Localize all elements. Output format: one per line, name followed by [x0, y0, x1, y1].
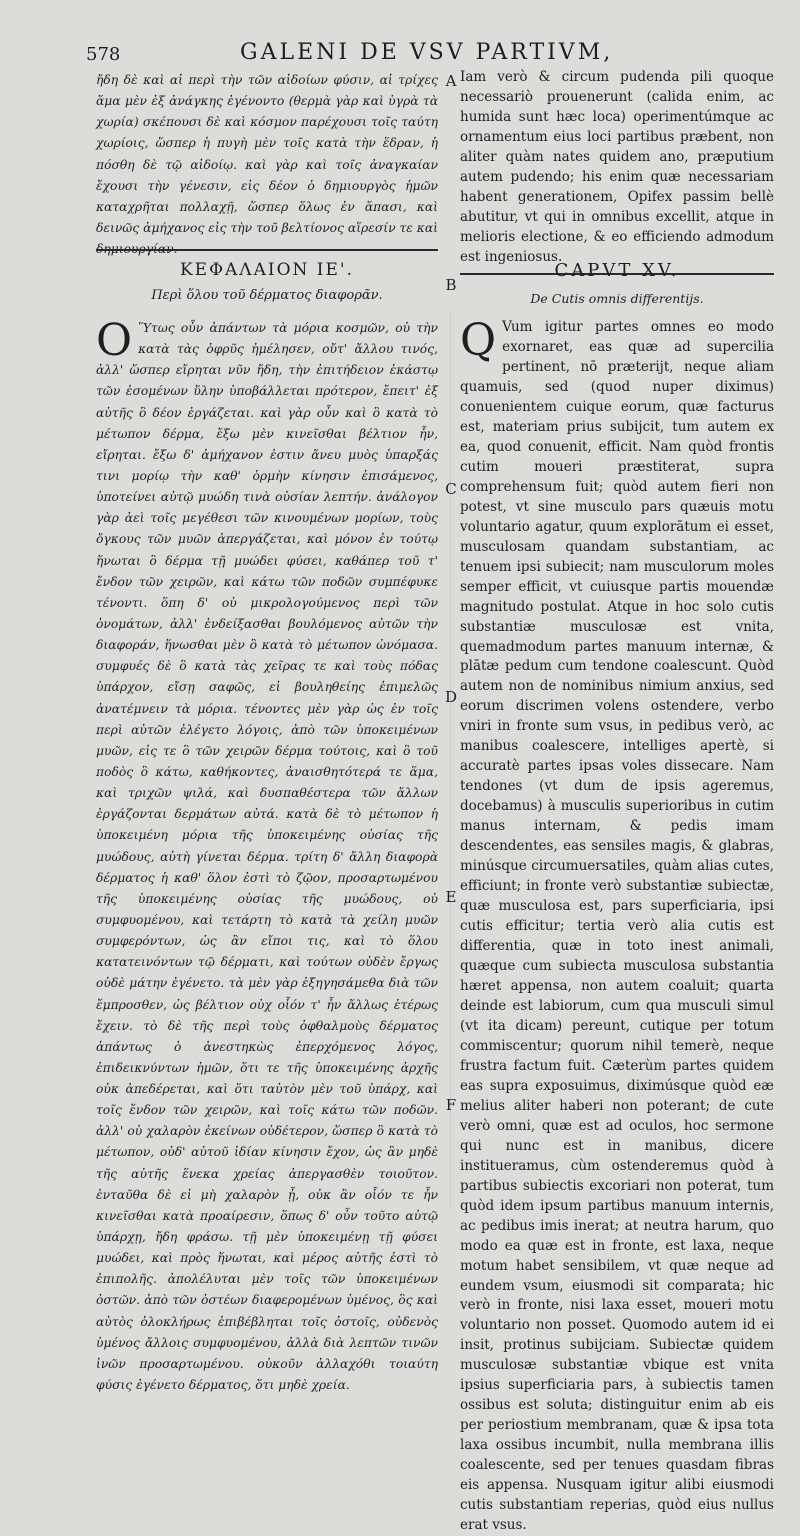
- latin-body-column: [460, 315, 774, 1534]
- margin-letter-c: C: [445, 480, 457, 498]
- latin-drop-initial: Q: [460, 315, 497, 366]
- greek-chapter-title: ΚΕΦΑΛΑΙΟΝ ΙΕ'.: [179, 260, 354, 280]
- column-gutter: [450, 310, 451, 1210]
- latin-chapter-subtitle: De Cutis omnis differentijs.: [530, 291, 704, 306]
- latin-body-text: Vum igitur partes omnes eo modo exornaret, eas quæ ad supercilia pertinent, nō præterijt, neque aliam quamuis, sed (quod nuper diximus) conuenientem cuique eorum, quæ facturus est, materiam prius subijcit, tum autem ex ea, quod conuenit, efficit. Nam quòd frontis cutim moueri præstiterat, supra comprehensum fuit; quòd autem fieri non potest, vt sine musculo pars quæuis motu voluntario agatur, quum explorātum ei esset, musculosam quandam substantiam, ac tenuem ipsi subiecit; nam musculorum moles semper efficit, vt cuiusque partis mouendæ magnitudo postulat. Atque in hoc solo cutis substantiæ musculosæ est vnita, quemadmodum partes manuum internæ, & plātæ pedum cum tendone coalescunt. Quòd autem non de nominibus nimium anxius, sed eorum discrimen volens ostendere, verbo vniri in fronte sum vsus, in pedibus verò, ac manibus coalescere, intelliges apertè, si accuratè partes ipsas voles dissecare. Nam tendones (vt dum de ipsis ageremus, docebamus) à musculis superioribus in cutim manus internam, & pedis imam descendentes, eas sensiles magis, & glabras, minúsque circumuersatiles, quàm alias cutes, efficiunt; in fronte verò substantiæ subiectæ, quæ musculosa est, pars superficiaria, ipsi cutis efficitur; tertia verò alia cutis est differentia, quæ in toto inest animali, quæque cum subiecta musculosa substantia hæret appensa, non autem coaluit; quarta deinde est labiorum, cum qua musculi simul (vt ita dicam) pereunt, cutique per totum commiscentur; quorum nihil temerè, neque frustra factum fuit. Cæterùm partes quidem eas supra exposuimus, diximúsque quòd eæ melius aliter haberi non poterant; de cute verò omni, quæ est ad oculos, hoc sermone qui nunc est in manibus, dicere institueramus, cùm ostenderemus quòd à partibus subiectis excoriari non poterat, tum quòd idem ipsum partibus manuum internis, ac pedibus imis inerat; at neutra harum, quo modo ea quæ est in fronte, est laxa, neque motum habet sensibilem, vt quæ neque ad eundem vsum, eiusmodi sit comparata; hic verò in fronte, nisi laxa esset, moueri motu voluntario non posset. Quomodo autem id ei insit, protinus subijciam. Subiectæ quidem musculosæ substantiæ vbique est vnita ipsius superficiaria pars, à subiectis tamen ossibus est soluta; distinguitur enim ab eis per periostium membranam, quæ & ipsa tota laxa ossibus incumbit, nulla membrana illis coalescente, sed per tenues quasdam fibras eis appensa. Nusquam igitur alibi eiusmodi cutis substantiam reperias, quòd eius nullus erat vsus.: [460, 319, 774, 1534]
- greek-chapter-subtitle: Περὶ ὅλου τοῦ δέρματος διαφορᾶν.: [151, 288, 383, 303]
- margin-letter-e: E: [445, 888, 457, 906]
- greek-body-column: [96, 315, 438, 1393]
- latin-top-paragraph: Iam verò & circum pudenda pili quoque necessariò prouenerunt (calida enim, ac humida sunt hæc loca) operimentúmque ac ornamentum eius loci partibus præbent, non aliter quàm nates quidem ano, præputium autem pudendo; his enim quæ necessariam habent generationem, Opifex passim bellè abutitur, vt qui in omnibus excellit, atque in melioris electione, & eo efficiendo admodum est ingeniosus.: [460, 69, 774, 265]
- page-number: 578: [86, 44, 121, 65]
- greek-top-paragraph: ἤδη δὲ καὶ αἱ περὶ τὴν τῶν αἰδοίων φύσιν, αἱ τρίχες ἅμα μὲν ἐξ ἀνάγκης ἐγένοντο (θερμὰ γὰρ καὶ ὑγρὰ τὰ χωρία) σκέπουσι δὲ καὶ κόσμον παρέχουσι τοῖς ταύτη χωρίοις, ὥσπερ ἡ πυγὴ μὲν τοῖς κατὰ τὴν ἕδραν, ἡ πόσθη δὲ τῷ αἰδοίῳ. καὶ γὰρ καὶ τοῖς ἀναγκαίαν ἔχουσι τὴν γένεσιν, εἰς δέον ὁ δημιουργὸς ἡμῶν καταχρῆται πολλαχῇ, ὥσπερ ὅλως ἐν ἅπασι, καὶ δεινῶς ἀμήχανος εἰς τὴν τοῦ βελτίονος αἵρεσίν τε καὶ: [96, 73, 438, 235]
- margin-letter-b: B: [445, 276, 457, 294]
- greek-drop-initial: Ο: [96, 315, 133, 366]
- margin-letter-a: A: [445, 72, 457, 90]
- greek-body-text: Ὕτως οὖν ἀπάντων τὰ μόρια κοσμῶν, οὐ τὴν κατὰ τὰς ὀφρῦς ἠμέλησεν, οὔτ' ἄλλου τινός, ἀλλ' ὥσπερ εἴρηται νῦν ἤδη, τὴν ἐπιτήδειον ἑκάστῳ τῶν ἐσομένων ὕλην ὑποβάλλεται πρότερον, ἔπειτ' ἐξ αὐτῆς ὃ δέον ἐργάζεται. καὶ γὰρ οὖν καὶ ὃ κατὰ τὸ μέτωπον δέρμα, ἔξω μὲν κινεῖσθαι βέλτιον ἦν, εἴρηται. ἔξω δ' ἀμήχανον ἐστιν ἄνευ μυὸς ὑπαρξάς τινι μορίῳ τὴν καθ' ὁρμὴν κίνησιν ἐπισάμενος, ὑποτείνει αὐτῷ μυώδη τινὰ οὐσίαν λεπτήν. ἀνάλογον γὰρ ἀεὶ τοῖς μεγέθεσι τῶν κινουμένων μορίων, τοὺς ὄγκους τῶν μυῶν ἀπεργάζεται, καὶ μόνον ἐν τούτῳ ἥνωται ὃ δέρμα τῇ μυώδει φύσει, καθάπερ τοῦ τ' ἔνδον τῶν χειρῶν, καὶ κάτω τῶν ποδῶν συμπέφυκε τένοντι. ὅπη δ' οὐ μικρολογούμενος περὶ τῶν ὀνομάτων, ἀλλ' ἐνδείξασθαι βουλόμενος αὐτῶν τὴν διαφοράν, ἥνωσθαι μὲν ὃ κατὰ τὸ μέτωπον ὠνόμασα. συμφυές δὲ ὃ κατὰ τὰς χεῖρας τε καὶ τοὺς πόδας ὑπάρχον, εἴσῃ σαφῶς, εἰ βουληθείης ἐπιμελῶς ἀνατέμνειν τὰ μόρια. τένοντες μὲν γὰρ ὡς ἐν τοῖς περὶ αὐτῶν ἐλέγετο λόγοις, ἀπὸ τῶν ὑποκειμένων μυῶν, εἰς τε ὃ τῶν χειρῶν δέρμα τούτοις, καὶ ὃ τοῦ ποδὸς ὃ κάτω, καθήκοντες, ἀναισθητότερά τε ἅμα, καὶ τριχῶν ψιλά, καὶ δυσπαθέστερα τῶν ἄλλων ἐργάζονται δερμάτων αὐτά. κατὰ δὲ τὸ μέτωπον ἡ ὑποκειμένη μόρια τῆς ὑποκειμένης οὐσίας τῆς μυώδους, αὐτὴ γίνεται δέρμα. τρίτη δ' ἄλλη διαφορὰ δέρματος ἡ καθ' ὅλον ἐστὶ τὸ ζῷον, προσαρτωμένου τῆς ὑποκειμένης οὐσίας τῆς μυώδους, οὐ συμφυομένου, καὶ τετάρτη τὸ κατὰ τὰ χείλη μυῶν συμφερόντων, ὡς ἂν εἴποι τις, καὶ τὸ ὅλου κατατεινόντων τῷ δέρματι, καὶ τούτων οὐδὲν ἔργως οὐδὲ μάτην ἐγένετο. τὰ μὲν γὰρ ἐξηγησάμεθα διὰ τῶν ἔμπροσθεν, ὡς βέλτιον οὐχ οἷόν τ' ἦν ἄλλως ἑτέρως ἔχειν. τὸ δὲ τῆς περὶ τοὺς ὀφθαλμοὺς δέρματος ἁπάντως ὁ ἀνεστηκὼς ἐπερχόμενος λόγος, ἐπιδεικνύντων ἡμῶν, ὅτι τε τῆς ὑποκειμένης ἀρχῆς οὐκ ἀπεδέρεται, καὶ ὅτι ταὐτὸν μὲν τοῦ ὑπάρχ, καὶ τοῖς ἔνδον τῶν χειρῶν, καὶ τοῖς κάτω τῶν ποδῶν. ἀλλ' οὐ χαλαρὸν ἐκείνων οὐδέτερον, ὥσπερ ὃ κατὰ τὸ μέτωπον, οὐδ' αὐτοῦ ἰδίαν κίνησιν ἔχον, ὡς ἂν μηδὲ τῆς αὐτῆς ἕνεκα χρείας ἀπεργασθὲν τοιοῦτον. ἐνταῦθα δὲ εἰ μὴ χαλαρὸν ᾖ, οὐκ ἂν οἷόν τε ἦν κινεῖσθαι κατὰ προαίρεσιν, ὅπως δ' οὖν τοῦτο αὐτῷ ὑπάρχῃ, ἤδη φράσω. τῇ μὲν ὑποκειμένῃ τῇ φύσει μυώδει, καὶ πρὸς ἥνωται, καὶ μέρος αὐτῆς ἐστὶ τὸ ἐπιπολῆς. ἀπολέλυται μὲν τοῖς τῶν ὑποκειμένων ὀστῶν. ἀπὸ τῶν ὀστέων διαφερομένων ὑμένος, ὃς καὶ αὐτὸς ὁλοκλήρως ἐπιβέβληται τοῖς ὀστοῖς, οὐδενὸς ὑμένος ἄλλοις συμφυομένου, ἀλλὰ διὰ λεπτῶν τινῶν ἰνῶν προσαρτωμένου. οὐκοῦν ἀλλαχόθι τοιαύτη φύσις ἐγένετο δέρματος, ὅτι μηδὲ χρεία.: [96, 321, 438, 1393]
- running-title: GALENI DE VSV PARTIVM,: [240, 40, 614, 65]
- margin-letter-f: F: [445, 1096, 457, 1114]
- latin-chapter-title: CAPVT XV.: [554, 260, 680, 281]
- greek-section-rule: [96, 249, 438, 251]
- margin-letter-d: D: [444, 688, 458, 706]
